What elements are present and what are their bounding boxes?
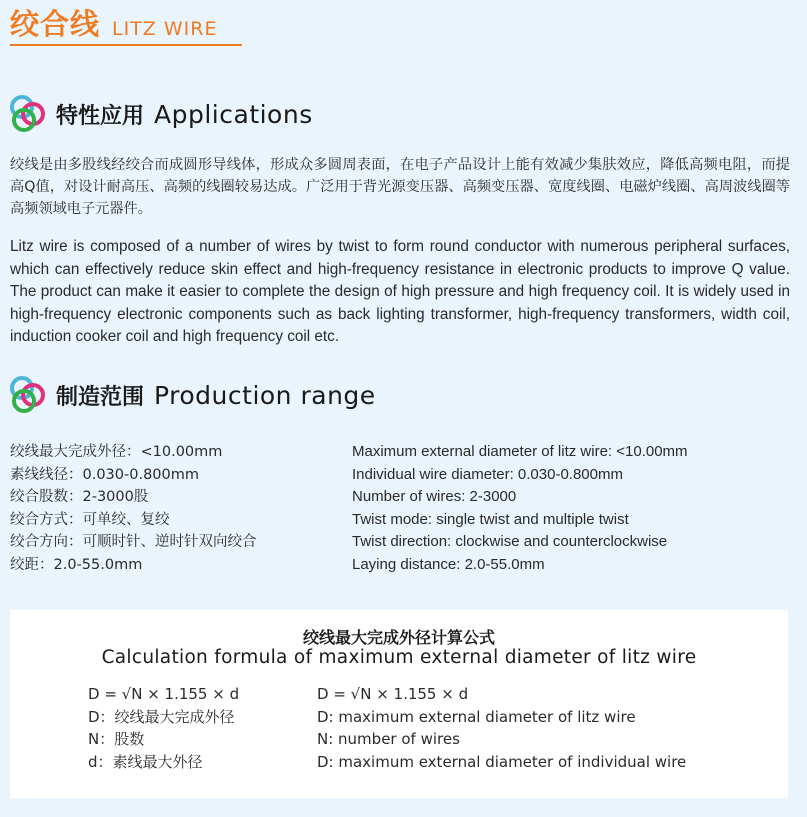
formula-line: d：素线最大外径 bbox=[88, 752, 203, 771]
formula-line: D：绞线最大完成外径 bbox=[88, 707, 235, 726]
rings-icon bbox=[10, 376, 48, 414]
page-title bbox=[10, 6, 242, 46]
applications-paragraph-cn: 绞线是由多股线经绞合而成圆形导线体，形成众多圆周表面，在电子产品设计上能有效减少集肤效应，降低高频电阻，而提高Q值，对设计耐高压、高频的线圈较易达成。广泛用于背光源变压器、高频变压器、宽度线圈、电磁炉线圈、高周波线圈等高频领域电子元器件。 bbox=[10, 157, 790, 217]
title-underline bbox=[10, 44, 242, 46]
spec-item: Maximum external diameter of litz wire: <10.00mm bbox=[352, 443, 688, 460]
production-heading-en: Production range bbox=[154, 380, 376, 410]
spec-item: Number of wires: 2-3000 bbox=[352, 488, 517, 505]
spec-item: 绞合方向：可顺时针、逆时针双向绞合 bbox=[10, 534, 257, 550]
spec-list-cn bbox=[10, 441, 257, 576]
spec-item: 素线线径：0.030-0.800mm bbox=[10, 466, 200, 483]
formula-left-column bbox=[88, 683, 239, 773]
formula-line: D = √N × 1.155 × d bbox=[317, 685, 469, 703]
production-heading bbox=[10, 376, 376, 414]
applications-paragraph-en: Litz wire is composed of a number of wires by twist to form round conductor with numerous peripheral surfaces, which can effectively reduce skin effect and high-frequency resistance in electronic products to improve Q value. The product can make it easier to complete the design of high pressure and high frequency coil. It is widely used in high-frequency electronic components such as back lighting transformer, high-frequency transformers, width coil, induction cooker coil and high frequency coil etc. bbox=[10, 238, 790, 345]
spec-item: 绞线最大完成外径：<10.00mm bbox=[10, 444, 223, 460]
formula-line: D = √N × 1.155 × d bbox=[88, 685, 240, 703]
page-title-en: LITZ WIRE bbox=[112, 18, 218, 40]
spec-item: Twist direction: clockwise and counterclockwise bbox=[352, 533, 668, 550]
spec-item: 绞距：2.0-55.0mm bbox=[10, 556, 143, 573]
formula-box bbox=[10, 610, 788, 798]
rings-icon bbox=[10, 95, 48, 133]
spec-item: 绞合方式：可单绞、复绞 bbox=[10, 511, 170, 528]
applications-heading-en: Applications bbox=[154, 99, 313, 129]
spec-item: Twist mode: single twist and multiple twist bbox=[352, 510, 629, 528]
formula-title-cn: 绞线最大完成外径计算公式 bbox=[302, 628, 495, 647]
spec-list-en bbox=[352, 441, 688, 576]
spec-item: Individual wire diameter: 0.030-0.800mm bbox=[352, 465, 623, 483]
production-heading-cn: 制造范围 bbox=[56, 384, 145, 410]
formula-line: N：股数 bbox=[88, 730, 145, 748]
formula-right-column bbox=[317, 683, 686, 773]
formula-title-en: Calculation formula of maximum external diameter of litz wire bbox=[101, 647, 697, 668]
formula-line: D: maximum external diameter of individual wire bbox=[317, 752, 687, 771]
formula-line: D: maximum external diameter of litz wire bbox=[317, 707, 636, 726]
page-title-cn: 绞合线 bbox=[10, 7, 101, 41]
spec-item: 绞合股数：2-3000股 bbox=[10, 489, 149, 505]
formula-line: N: number of wires bbox=[317, 730, 460, 748]
applications-heading-cn: 特性应用 bbox=[56, 103, 145, 129]
applications-heading bbox=[10, 95, 313, 133]
spec-item: Laying distance: 2.0-55.0mm bbox=[352, 555, 545, 573]
